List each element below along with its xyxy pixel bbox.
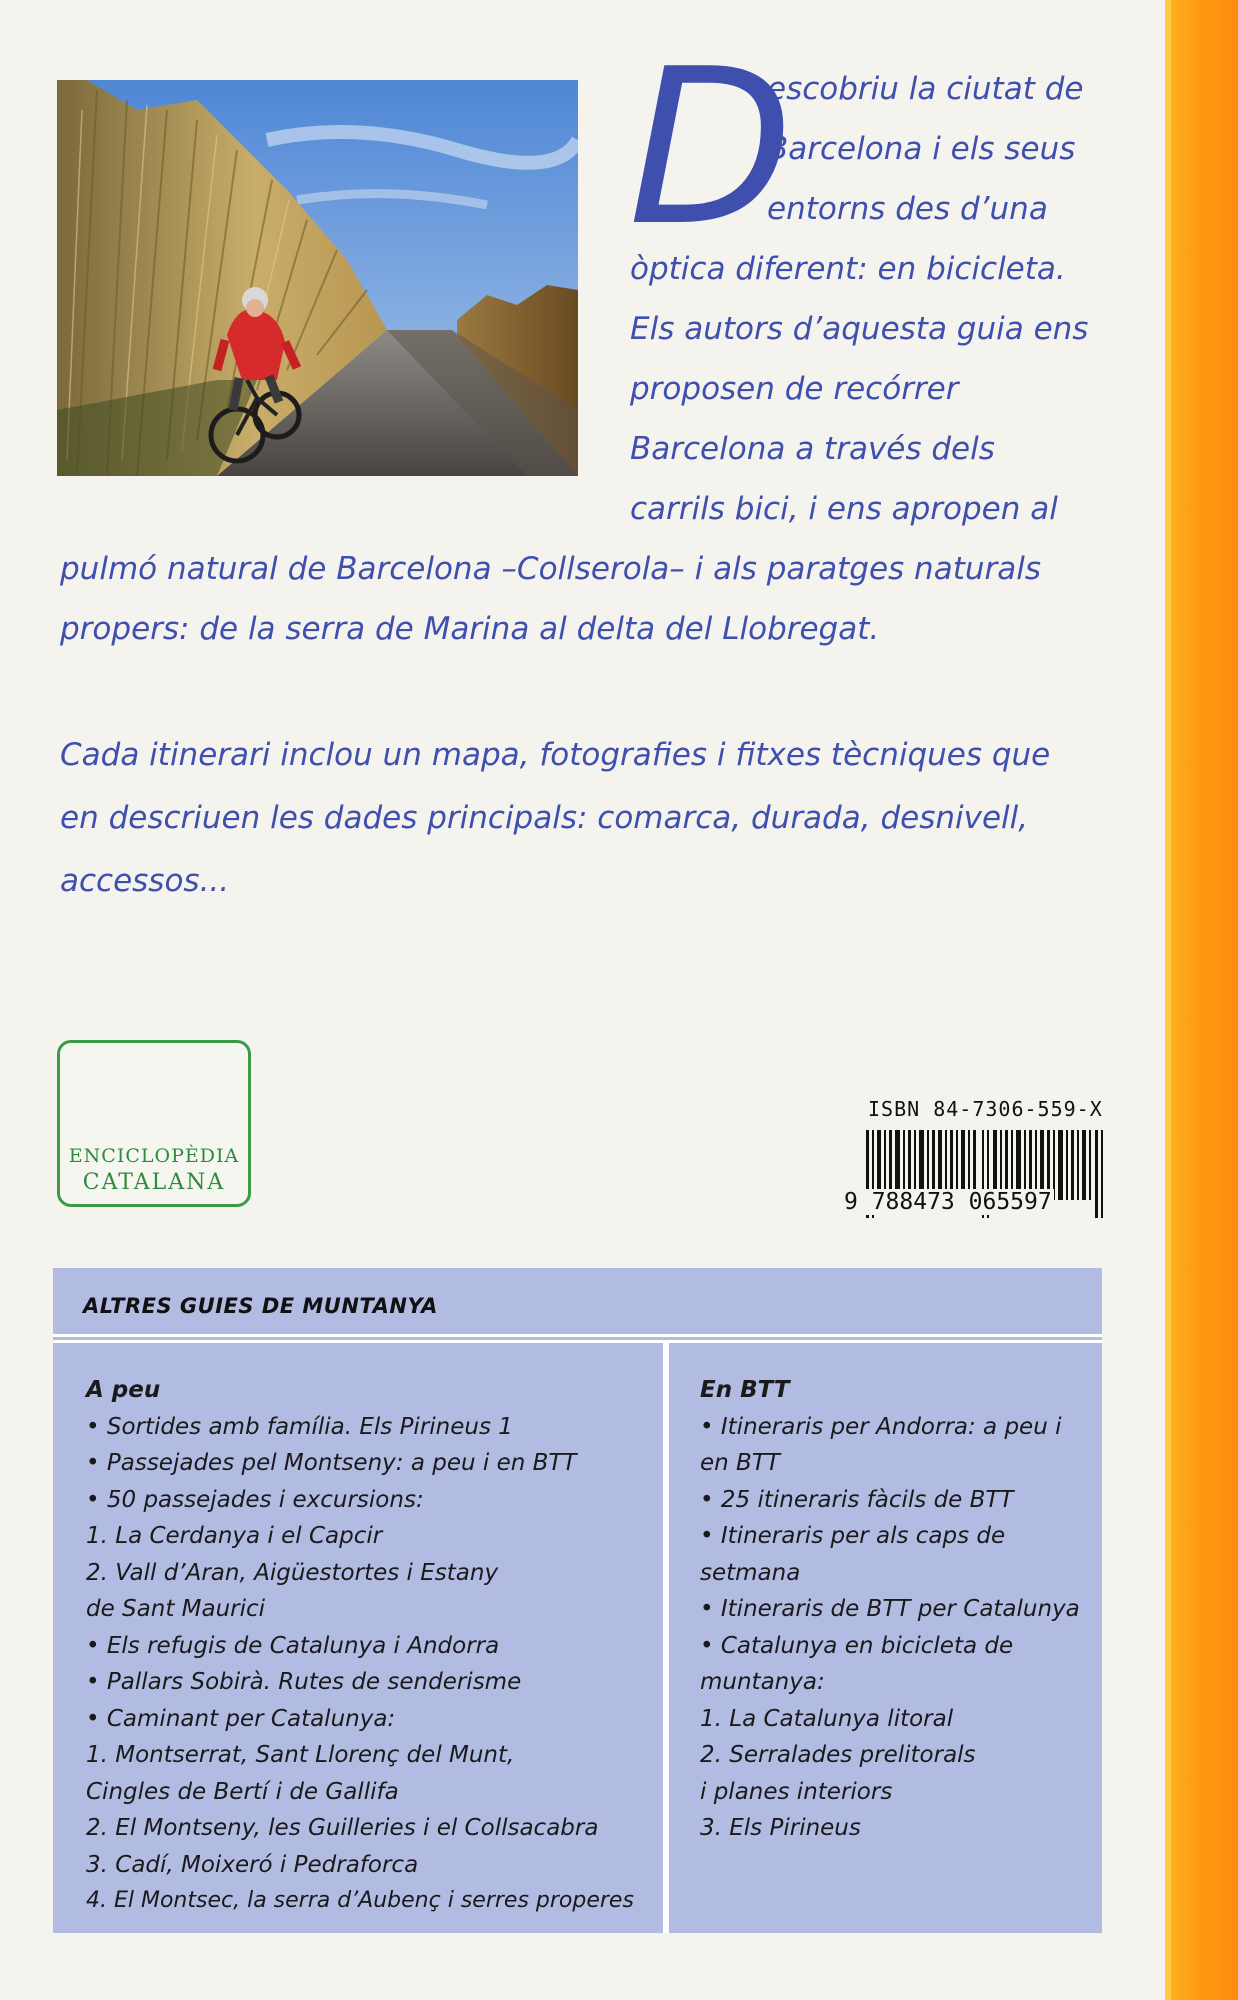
list-item: de Sant Maurici	[86, 1596, 266, 1622]
intro-line: propers: de la serra de Marina al delta del Llobregat.	[60, 611, 880, 647]
other-guides-title: ALTRES GUIES DE MUNTANYA	[83, 1294, 438, 1318]
list-item: setmana	[700, 1559, 801, 1586]
list-item: • 25 itineraris fàcils de BTT	[700, 1486, 1014, 1513]
list-item: • Itineraris de BTT per Catalunya	[700, 1596, 1080, 1622]
orange-edge-stripe	[1165, 0, 1238, 2000]
list-item: 1. La Catalunya litoral	[700, 1705, 954, 1732]
intro-line: Els autors d’aquesta guia ens	[630, 311, 1089, 347]
intro-line: carrils bici, i ens apropen al	[630, 491, 1058, 527]
list-item: • Caminant per Catalunya:	[86, 1705, 396, 1732]
intro-line: escobriu la ciutat de	[767, 71, 1084, 107]
details-paragraph	[60, 724, 1120, 913]
list-item: • Itineraris per als caps de	[700, 1523, 1006, 1549]
list-item: 3. Els Pirineus	[700, 1815, 861, 1841]
list-item: muntanya:	[700, 1669, 825, 1695]
header-rule	[53, 1340, 1102, 1343]
on-foot-heading: A peu	[86, 1377, 161, 1403]
publisher-name-line1: ENCICLOPÈDIA	[68, 1145, 240, 1167]
list-item: • Els refugis de Catalunya i Andorra	[86, 1632, 500, 1659]
other-guides-header	[53, 1268, 1102, 1334]
intro-line: òptica diferent: en bicicleta.	[630, 251, 1066, 287]
list-item: • Pallars Sobirà. Rutes de senderisme	[86, 1669, 522, 1695]
intro-line: Barcelona i els seus	[767, 131, 1076, 167]
publisher-name-line2: CATALANA	[82, 1170, 226, 1195]
list-item: 1. La Cerdanya i el Capcir	[86, 1523, 383, 1549]
publisher-logo	[57, 1040, 251, 1207]
mtb-column	[700, 1372, 1090, 1847]
on-foot-column	[86, 1372, 656, 1920]
intro-line: pulmó natural de Barcelona –Collserola– i als paratges naturals	[60, 551, 1042, 587]
list-item: en BTT	[700, 1450, 780, 1476]
list-item: 4. El Montsec, la serra d’Aubenç i serres properes	[86, 1888, 634, 1913]
list-item: 2. Vall d’Aran, Aigüestortes i Estany	[86, 1559, 499, 1586]
details-line: en descriuen les dades principals: comarca, durada, desnivell,	[60, 800, 1029, 836]
list-item: • Passejades pel Montseny: a peu i en BTT	[86, 1450, 577, 1476]
barcode-digits: 9 788473 065597	[844, 1189, 1052, 1215]
list-item: • Sortides amb família. Els Pirineus 1	[86, 1413, 513, 1440]
intro-line: Barcelona a través dels	[630, 431, 995, 467]
other-guides-box	[53, 1268, 1102, 1933]
cyclist-photo	[57, 80, 578, 476]
intro-line: proposen de recórrer	[630, 371, 959, 407]
list-item: 1. Montserrat, Sant Llorenç del Munt,	[86, 1742, 515, 1768]
list-item: i planes interiors	[700, 1778, 893, 1805]
header-rule	[53, 1334, 1102, 1337]
isbn-label: ISBN 84-7306-559-X	[868, 1097, 1103, 1121]
list-item: • 50 passejades i excursions:	[86, 1486, 424, 1513]
intro-line: entorns des d’una	[767, 191, 1048, 227]
list-item: 2. El Montseny, les Guilleries i el Collsacabra	[86, 1815, 599, 1841]
list-item: Cingles de Bertí i de Gallifa	[86, 1778, 399, 1805]
drop-cap: D	[628, 22, 790, 273]
details-line: accessos...	[60, 863, 230, 899]
mtb-heading: En BTT	[700, 1377, 790, 1403]
list-item: • Itineraris per Andorra: a peu i	[700, 1413, 1062, 1440]
column-divider	[663, 1343, 669, 1933]
list-item: 2. Serralades prelitorals	[700, 1742, 976, 1768]
list-item: 3. Cadí, Moixeró i Pedraforca	[86, 1851, 419, 1878]
details-line: Cada itinerari inclou un mapa, fotografies i fitxes tècniques que	[60, 737, 1051, 773]
list-item: • Catalunya en bicicleta de	[700, 1632, 1014, 1659]
